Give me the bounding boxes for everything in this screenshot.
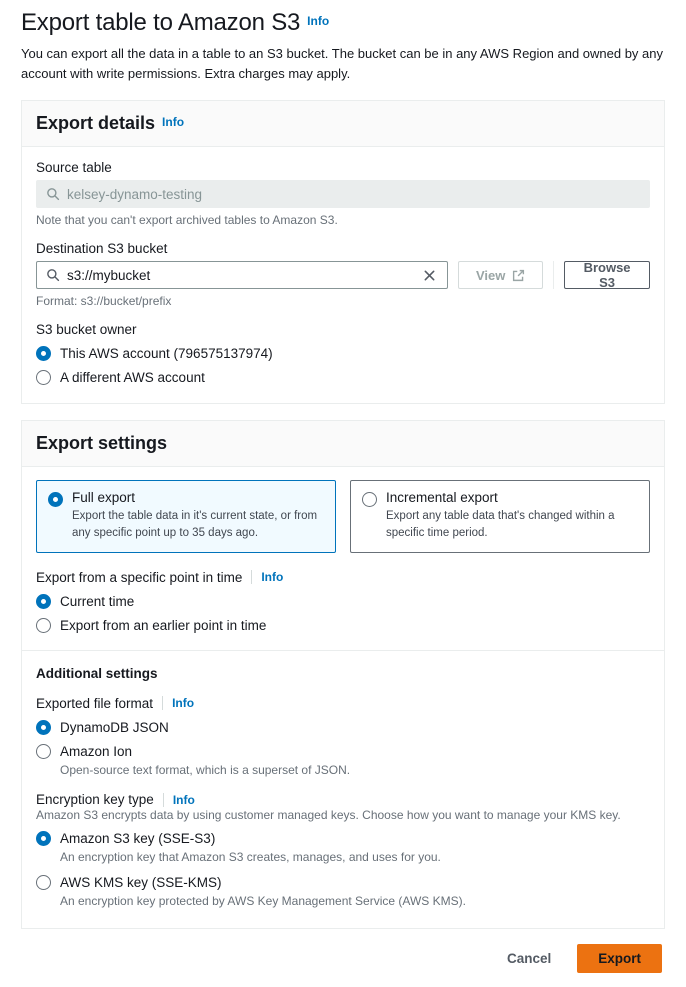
radio-option-label: Current time xyxy=(60,593,135,609)
file-format-field xyxy=(36,696,650,779)
encryption-key-label-row xyxy=(36,792,650,807)
source-table-label: Source table xyxy=(36,160,112,176)
destination-bucket-field xyxy=(36,241,650,308)
radio-option-description: Open-source text format, which is a superset of JSON. xyxy=(60,762,351,777)
label-divider xyxy=(251,570,252,584)
tile-description: Export any table data that's changed within a specific time period. xyxy=(386,510,615,539)
radio-selected-icon xyxy=(36,831,51,846)
point-in-time-info-link[interactable]: Info xyxy=(261,570,284,585)
browse-s3-button[interactable] xyxy=(564,261,650,289)
radio-option-this-aws-account[interactable] xyxy=(36,346,650,361)
radio-option-label: Export from an earlier point in time xyxy=(60,617,267,633)
bucket-owner-field xyxy=(36,322,650,385)
close-icon xyxy=(423,269,436,282)
view-button xyxy=(458,261,543,289)
file-format-label-row xyxy=(36,696,650,711)
radio-selected-icon xyxy=(36,594,51,609)
radio-option-sse-s3[interactable] xyxy=(36,831,650,846)
radio-unselected-icon xyxy=(36,370,51,385)
radio-selected-icon xyxy=(48,492,63,507)
export-settings-body xyxy=(22,467,664,928)
source-table-note: Note that you can't export archived tables to Amazon S3. xyxy=(36,213,338,228)
encryption-key-info-link[interactable]: Info xyxy=(172,792,195,807)
page-title: Export table to Amazon S3 xyxy=(21,9,301,36)
export-settings-title: Export settings xyxy=(36,433,168,454)
external-link-icon xyxy=(512,269,525,282)
page-header xyxy=(21,9,665,84)
destination-bucket-row xyxy=(36,261,650,289)
radio-option-label: DynamoDB JSON xyxy=(60,719,169,735)
point-in-time-field xyxy=(36,570,650,633)
radio-option-sse-kms[interactable] xyxy=(36,875,650,890)
browse-s3-button-label: Browse S3 xyxy=(583,260,631,291)
tile-title: Incremental export xyxy=(386,490,498,506)
search-icon xyxy=(46,187,60,201)
radio-option-current-time[interactable] xyxy=(36,594,650,609)
tile-incremental-export[interactable] xyxy=(350,480,650,552)
radio-option-label: Amazon S3 key (SSE-S3) xyxy=(60,831,216,847)
radio-option-label: AWS KMS key (SSE-KMS) xyxy=(60,875,222,891)
radio-option-different-aws-account[interactable] xyxy=(36,370,650,385)
tile-description: Export the table data in it's current state, or from any specific point up to 35 days ago. xyxy=(72,510,318,539)
export-button[interactable]: Export xyxy=(577,944,662,973)
encryption-key-label: Encryption key type xyxy=(36,792,154,808)
button-divider xyxy=(553,261,554,289)
clear-input-button[interactable] xyxy=(420,266,438,284)
encryption-key-description: Amazon S3 encrypts data by using customer managed keys. Choose how you want to manage your KMS key. xyxy=(36,808,621,823)
radio-option-label: This AWS account (796575137974) xyxy=(60,346,273,362)
source-table-field xyxy=(36,160,650,227)
search-icon xyxy=(46,268,60,282)
page-description: You can export all the data in a table to an S3 bucket. The bucket can be in any AWS Region and owned by any account with write permissions. Extra charges may apply. xyxy=(21,46,664,82)
section-divider xyxy=(22,650,664,651)
radio-option-amazon-ion[interactable] xyxy=(36,744,650,759)
export-details-info-link[interactable]: Info xyxy=(162,115,185,130)
file-format-info-link[interactable]: Info xyxy=(172,696,195,711)
file-format-label: Exported file format xyxy=(36,695,154,711)
export-details-section xyxy=(21,100,665,404)
export-type-tiles xyxy=(36,480,650,552)
radio-option-description: An encryption key protected by AWS Key Management Service (AWS KMS). xyxy=(60,894,466,909)
export-details-title: Export details xyxy=(36,113,156,134)
point-in-time-label: Export from a specific point in time xyxy=(36,569,243,585)
export-details-header xyxy=(22,101,664,147)
radio-unselected-icon xyxy=(36,875,51,890)
cancel-button[interactable]: Cancel xyxy=(506,951,552,967)
radio-unselected-icon xyxy=(36,618,51,633)
destination-format-note: Format: s3://bucket/prefix xyxy=(36,294,172,309)
radio-option-label: A different AWS account xyxy=(60,370,205,386)
bucket-owner-label: S3 bucket owner xyxy=(36,322,137,338)
label-divider xyxy=(162,696,163,710)
radio-unselected-icon xyxy=(362,492,377,507)
tile-content xyxy=(386,490,638,541)
view-button-label: View xyxy=(476,267,506,283)
page-title-info-link[interactable]: Info xyxy=(307,14,330,28)
radio-option-label: Amazon Ion xyxy=(60,743,133,759)
radio-option-earlier-time[interactable] xyxy=(36,618,650,633)
source-table-value: kelsey-dynamo-testing xyxy=(67,186,203,202)
radio-selected-icon xyxy=(36,346,51,361)
export-settings-section xyxy=(21,420,665,929)
export-settings-header xyxy=(22,421,664,467)
radio-unselected-icon xyxy=(36,744,51,759)
radio-selected-icon xyxy=(36,720,51,735)
radio-option-description: An encryption key that Amazon S3 creates, manages, and uses for you. xyxy=(60,850,441,865)
point-in-time-label-row xyxy=(36,570,650,585)
source-table-input xyxy=(36,180,650,208)
destination-bucket-value: s3://mybucket xyxy=(67,267,151,283)
form-footer xyxy=(21,944,665,973)
additional-settings-title: Additional settings xyxy=(36,665,158,681)
destination-bucket-input[interactable] xyxy=(36,261,448,289)
tile-content xyxy=(72,490,324,541)
export-details-body xyxy=(22,147,664,403)
tile-full-export[interactable] xyxy=(36,480,336,552)
encryption-key-field xyxy=(36,792,650,910)
tile-title: Full export xyxy=(72,490,136,506)
radio-option-dynamodb-json[interactable] xyxy=(36,720,650,735)
label-divider xyxy=(163,793,164,807)
destination-bucket-label: Destination S3 bucket xyxy=(36,241,168,257)
